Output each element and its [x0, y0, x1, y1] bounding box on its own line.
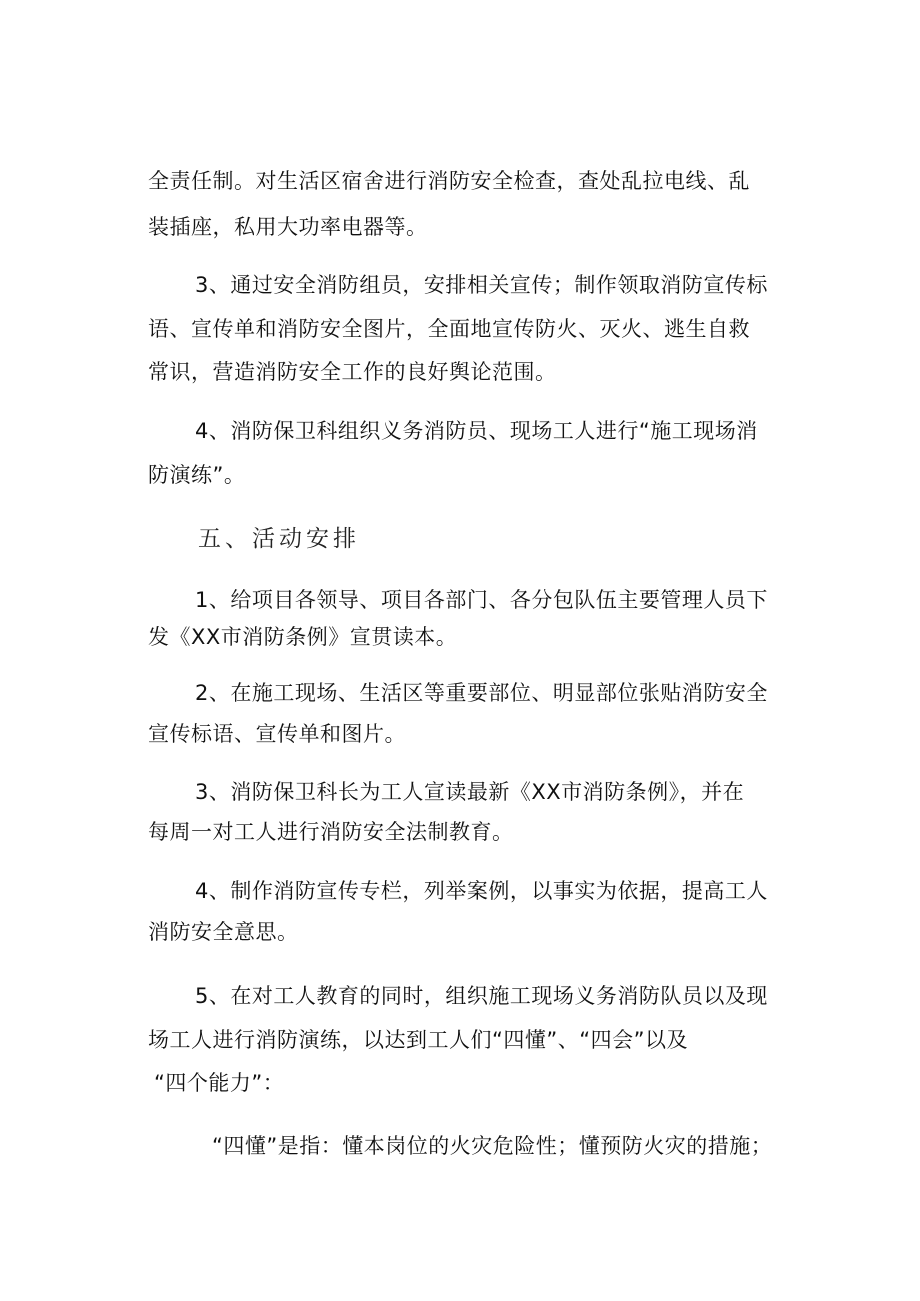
text-line: 消防安全意思。: [148, 920, 299, 944]
text-line: 装插座，私用大功率电器等。: [148, 215, 428, 239]
text-line: “四懂”是指：懂本岗位的火灾危险性；懂预防火灾的措施；: [212, 1134, 773, 1158]
section-heading: 五、活动安排: [198, 526, 360, 552]
text-line: 语、宣传单和消防安全图片，全面地宣传防火、灭火、逃生自救: [148, 317, 750, 341]
text-line: 每周一对工人进行消防安全法制教育。: [148, 820, 514, 844]
text-line: 全责任制。对生活区宿舍进行消防安全检查，查处乱拉电线、乱: [148, 169, 750, 193]
text-line: “四个能力”：: [154, 1071, 285, 1095]
text-line: 2、在施工现场、生活区等重要部位、明显部位张贴消防安全: [195, 681, 768, 705]
text-line: 4、制作消防宣传专栏，列举案例，以事实为依据，提高工人: [195, 879, 768, 903]
text-line: 常识，营造消防安全工作的良好舆论范围。: [148, 360, 557, 384]
text-line: 4、消防保卫科组织义务消防员、现场工人进行“施工现场消: [195, 419, 758, 443]
text-line: 1、给项目各领导、项目各部门、各分包队伍主要管理人员下: [195, 588, 768, 612]
text-line: 场工人进行消防演练，以达到工人们“四懂”、“四会”以及: [148, 1028, 689, 1052]
text-line: 3、通过安全消防组员，安排相关宣传；制作领取消防宣传标: [195, 273, 768, 297]
text-line: 宣传标语、宣传单和图片。: [148, 722, 406, 746]
text-line: 防演练”。: [148, 463, 246, 487]
text-line: 5、在对工人教育的同时，组织施工现场义务消防队员以及现: [195, 984, 768, 1008]
text-line: 发《XX市消防条例》宣贯读本。: [148, 625, 458, 649]
text-line: 3、消防保卫科长为工人宣读最新《XX市消防条例》，并在: [195, 780, 745, 804]
